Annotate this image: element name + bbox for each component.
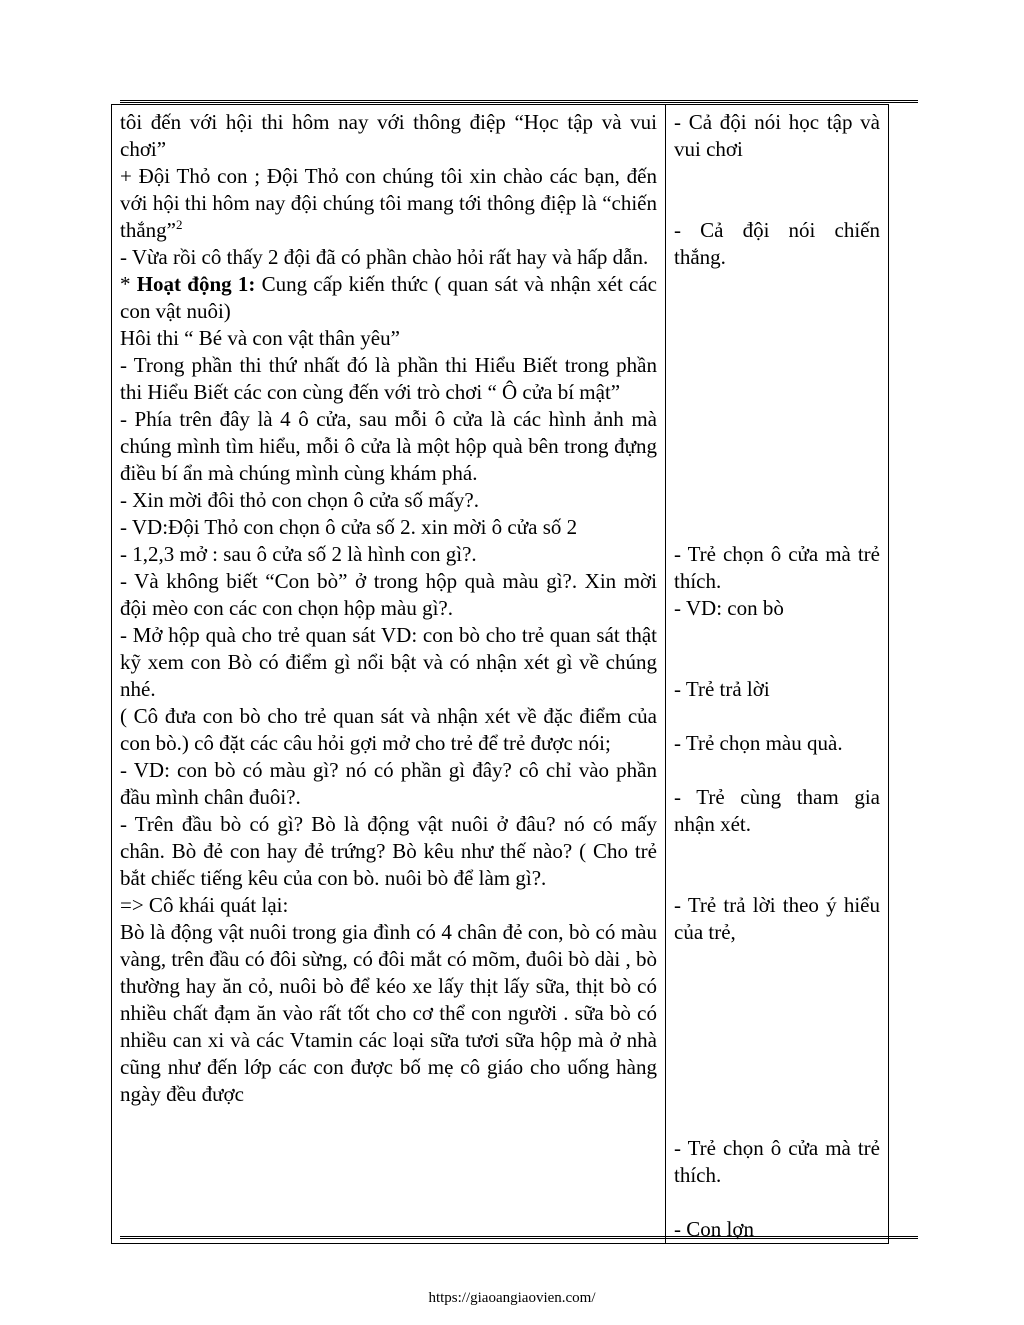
paragraph: - Mở hộp quà cho trẻ quan sát VD: con bò cho trẻ quan sát thật kỹ xem con Bò có điểm gì nổi bật và có nhận xét gì về chúng nhé.: [120, 623, 657, 701]
response: - Trẻ chọn màu quà.: [674, 731, 843, 755]
child-activities-cell: [666, 105, 889, 1244]
activity-heading: Hoạt động 1:: [136, 272, 256, 296]
response: - Trẻ trả lời theo ý hiểu của trẻ,: [674, 893, 880, 944]
paragraph: - Và không biết “Con bò” ở trong hộp quà màu gì?. Xin mời đội mèo con các con chọn hộp màu gì?.: [120, 569, 657, 620]
table-row: [112, 105, 889, 1244]
paragraph: [120, 163, 657, 244]
paragraph: - Vừa rồi cô thấy 2 đội đã có phần chào hỏi rất hay và hấp dẫn.: [120, 245, 649, 269]
paragraph: Hôi thi “ Bé và con vật thân yêu”: [120, 326, 400, 350]
lesson-plan-table: [111, 104, 889, 1244]
paragraph: => Cô khái quát lại:: [120, 893, 289, 917]
response: - Cả đội nói học tập và vui chơi: [674, 110, 880, 161]
response: - Cả đội nói chiến thắng.: [674, 218, 880, 269]
response: - VD: con bò: [674, 596, 784, 620]
paragraph: - VD:Đội Thỏ con chọn ô cửa số 2. xin mời ô cửa số 2: [120, 515, 578, 539]
response: - Trẻ trả lời: [674, 677, 770, 701]
paragraph: - Trong phần thi thứ nhất đó là phần thi Hiểu Biết trong phần thi Hiểu Biết các con cùng đến với trò chơi “ Ô cửa bí mật”: [120, 353, 657, 404]
response: - Trẻ chọn ô cửa mà trẻ thích.: [674, 1136, 880, 1187]
teacher-activities-cell: [112, 105, 666, 1244]
footer-url: https://giaoangiaovien.com/: [428, 1290, 596, 1306]
header-rule: [120, 100, 918, 103]
activity-heading-paragraph: [120, 271, 657, 325]
paragraph: - 1,2,3 mở : sau ô cửa số 2 là hình con gì?.: [120, 542, 477, 566]
paragraph-text: Cung cấp kiến thức ( quan sát và nhận xét các con vật nuôi): [120, 272, 657, 323]
response: - Trẻ chọn ô cửa mà trẻ thích.: [674, 542, 880, 593]
paragraph: ( Cô đưa con bò cho trẻ quan sát và nhận xét về đặc điểm của con bò.) cô đặt các câu hỏi gợi mở cho trẻ để trẻ được nói;: [120, 704, 657, 755]
paragraph: tôi đến với hội thi hôm nay với thông điệp “Học tập và vui chơi”: [120, 110, 657, 161]
paragraph: - Phía trên đây là 4 ô cửa, sau mỗi ô cửa là các hình ảnh mà chúng mình tìm hiểu, mỗi ô cửa là một hộp quà bên trong đựng điều bí ẩn mà chúng mình cùng khám phá.: [120, 407, 657, 485]
paragraph: - VD: con bò có màu gì? nó có phần gì đây? cô chỉ vào phần đầu mình chân đuôi?.: [120, 758, 657, 809]
paragraph: - Trên đầu bò có gì? Bò là động vật nuôi ở đâu? nó có mấy chân. Bò đẻ con hay đẻ trứng? Bò kêu như thế nào? ( Cho trẻ bắt chiếc tiếng kêu của con bò. nuôi bò để làm gì?.: [120, 812, 657, 890]
response: - Con lợn: [674, 1217, 754, 1241]
paragraph: Bò là động vật nuôi trong gia đình có 4 chân đẻ con, bò có màu vàng, trên đầu có đôi sừng, có đôi mắt có mõm, đuôi bò dài , bò thường hay ăn cỏ, nuôi bò để kéo xe lấy thịt lấy sữa, thịt bò có nhiều chất đạm ăn vào rất tốt cho cơ thể con người . sữa bò có nhiều can xi và các Vtamin các loại sữa tươi sữa hộp mà ở nhà cũng như đến lớp các con được bố mẹ cô giáo cho uống hàng ngày đều được: [120, 920, 657, 1106]
paragraph: - Xin mời đôi thỏ con chọn ô cửa số mấy?.: [120, 488, 479, 512]
activity-prefix: *: [120, 272, 137, 296]
footer-rule: [120, 1236, 918, 1239]
paragraph-text: + Đội Thỏ con ; Đội Thỏ con chúng tôi xin chào các bạn, đến với hội thi hôm nay đội chúng tôi mang tới thông điệp là “chiến thắng”: [120, 164, 657, 242]
response: - Trẻ cùng tham gia nhận xét.: [674, 785, 880, 836]
footnote-mark: 2: [175, 217, 183, 232]
